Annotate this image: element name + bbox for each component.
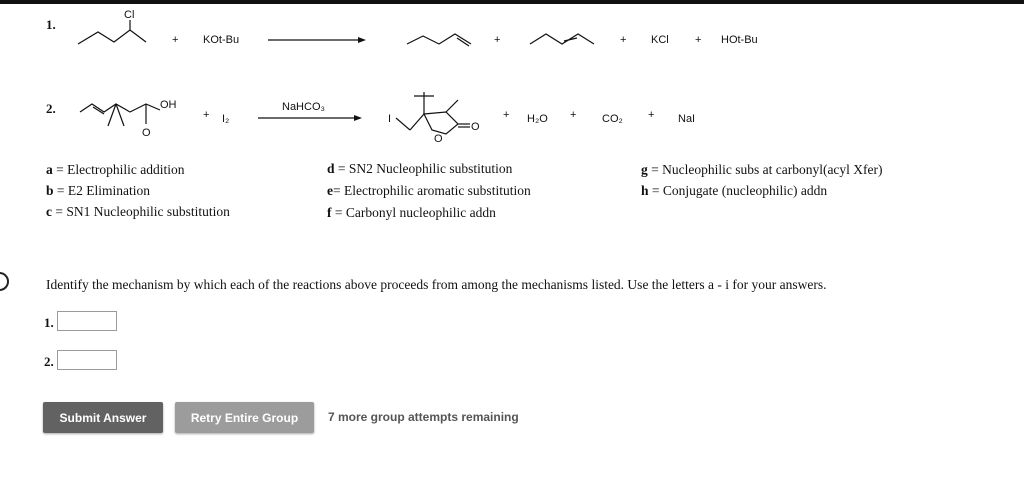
reaction-1-reagent: KOt-Bu [203,34,240,46]
mechanism-c: c = SN1 Nucleophilic substitution [46,204,230,219]
answer-2-input[interactable] [57,350,117,370]
mechanism-b: b = E2 Elimination [46,183,150,198]
reaction-2-condition: NaHCO₃ [282,101,325,113]
reaction-1-plus-4: + [695,34,702,46]
reaction-1-product-hotbu: HOt-Bu [721,34,758,46]
reaction-1-plus-1: + [172,34,179,46]
reaction-2-reactant-o: O [142,127,151,139]
reaction-1-product-alkene-1 [407,34,471,46]
reaction-2-product-co2: CO₂ [602,113,623,125]
reaction-1-product-kcl: KCl [651,34,669,46]
answer-1-label: 1. [44,315,54,330]
mechanism-a: a = Electrophilic addition [46,162,185,177]
question-text: Identify the mechanism by which each of the reactions above proceeds from among the mechanisms listed. Use the letters a - i for your answers. [46,277,827,292]
reaction-2-product-carbonyl-o: O [471,121,480,133]
reaction-1-plus-3: + [620,34,627,46]
reaction-2-number: 2. [46,101,56,116]
reaction-2-plus-3: + [570,109,577,121]
reaction-2-reactant-label: OH [160,99,177,111]
reaction-2-product-iodine: I [388,113,392,125]
mechanism-d: d = SN2 Nucleophilic substitution [327,161,513,176]
reaction-2-plus-4: + [648,109,655,121]
reaction-2-product-water: H₂O [527,113,548,125]
reaction-1-reactant-label: Cl [124,9,135,21]
reaction-1-product-alkene-2 [530,34,594,44]
reaction-1-plus-2: + [494,34,501,46]
reaction-2-arrow [258,115,362,121]
reaction-2-product-lactone [388,92,480,145]
answer-2-label: 2. [44,354,54,369]
submit-answer-button[interactable]: Submit Answer [43,402,163,433]
mechanism-f: f = Carbonyl nucleophilic addn [327,205,496,220]
mechanism-g: g = Nucleophilic subs at carbonyl(acyl Xfer) [641,162,883,177]
reaction-2-reagent: I₂ [222,113,230,125]
reaction-2-plus-2: + [503,109,510,121]
mechanism-h: h = Conjugate (nucleophilic) addn [641,183,828,198]
reaction-2-reactant [80,99,177,139]
reaction-2-plus-1: + [203,109,210,121]
retry-entire-group-button[interactable]: Retry Entire Group [175,402,314,433]
reaction-1-number: 1. [46,17,56,32]
radio-indicator [0,272,9,291]
reaction-1-reactant [78,9,146,44]
reaction-2-product-nai: NaI [678,113,696,125]
attempts-remaining: 7 more group attempts remaining [328,410,519,424]
mechanism-e: e= Electrophilic aromatic substitution [327,183,531,198]
reaction-2-product-ring-o: O [434,133,443,145]
answer-1-input[interactable] [57,311,117,331]
reaction-scheme [0,0,1024,150]
reaction-1-arrow [268,37,366,43]
